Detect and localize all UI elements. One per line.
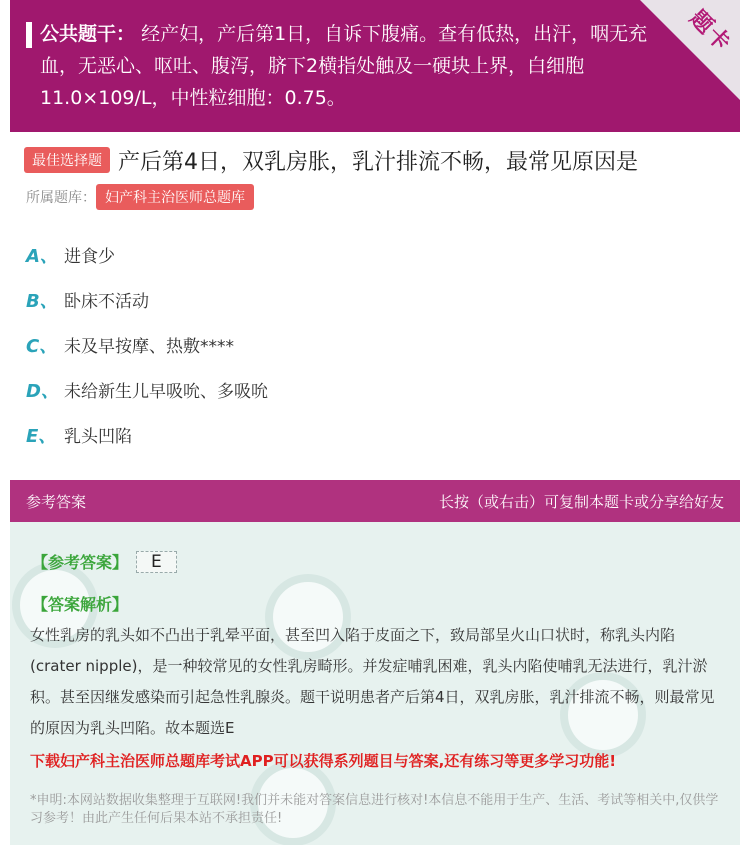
question-stem — [10, 0, 740, 132]
option-text: 乳头凹陷 — [64, 427, 132, 447]
reference-answer-label: 【参考答案】 — [32, 553, 129, 572]
option-letter: D、 — [26, 380, 59, 402]
option-letter: C、 — [26, 335, 58, 357]
question-type-badge: 最佳选择题 — [24, 147, 110, 173]
analysis-text: 女性乳房的乳头如不凸出于乳晕平面，甚至凹入陷于皮面之下，致局部呈火山口状时，称乳头内陷(crater nipple)，是一种较常见的女性乳房畸形。并发症哺乳困难，乳头内陷使哺乳无法进行，乳汁淤积。甚至因继发感染而引起急性乳腺炎。题干说明患者产后第4日，双乳房胀，乳汁排流不畅，则最常见的原因为乳头凹陷。故本题选E — [30, 626, 715, 737]
answer-header-title: 参考答案 — [26, 492, 87, 511]
option-text: 未给新生儿早吸吮、多吸吮 — [64, 382, 268, 402]
reference-answer-line — [32, 550, 177, 573]
options-list — [26, 232, 268, 457]
option-d[interactable] — [26, 367, 268, 412]
option-text: 卧床不活动 — [64, 292, 149, 312]
reference-answer-value: E — [136, 551, 177, 573]
option-text: 进食少 — [64, 247, 115, 267]
option-letter: E、 — [26, 425, 57, 447]
analysis-label: 【答案解析】 — [32, 595, 129, 614]
option-e[interactable] — [26, 412, 268, 457]
question-card-corner-tag — [640, 0, 740, 100]
corner-tag-text: 题卡 — [684, 5, 737, 58]
share-hint: 长按（或右击）可复制本题卡或分享给好友 — [438, 492, 724, 511]
option-c[interactable] — [26, 322, 268, 367]
option-text: 未及早按摩、热敷**** — [64, 337, 234, 357]
option-letter: B、 — [26, 290, 58, 312]
answer-panel — [10, 522, 740, 845]
question-text: 产后第4日，双乳房胀，乳汁排流不畅，最常见原因是 — [118, 149, 638, 175]
option-b[interactable] — [26, 277, 268, 322]
option-a[interactable] — [26, 232, 268, 277]
answer-header — [10, 480, 740, 522]
download-app-promo[interactable]: 下载妇产科主治医师总题库考试APP可以获得系列题目与答案,还有练习等更多学习功能! — [30, 752, 617, 770]
stem-accent-bar — [26, 22, 32, 48]
question-bank-row — [26, 184, 254, 210]
question-bank-label: 所属题库： — [26, 190, 96, 206]
stem-label: 公共题干： — [40, 23, 136, 45]
question-row — [24, 142, 730, 178]
disclaimer-text: *申明:本网站数据收集整理于互联网!我们并未能对答案信息进行核对!本信息不能用于生产、生活、考试等相关中,仅供学习参考！由此产生任何后果本站不承担责任! — [30, 793, 719, 826]
stem-text: 经产妇，产后第1日，自诉下腹痛。查有低热，出汗，咽无充血，无恶心、呕吐、腹泻，脐下2横指处触及一硬块上界，白细胞11.0×109/L，中性粒细胞：0.75。 — [40, 23, 648, 109]
question-bank-link[interactable]: 妇产科主治医师总题库 — [96, 184, 254, 210]
option-letter: A、 — [26, 245, 58, 267]
